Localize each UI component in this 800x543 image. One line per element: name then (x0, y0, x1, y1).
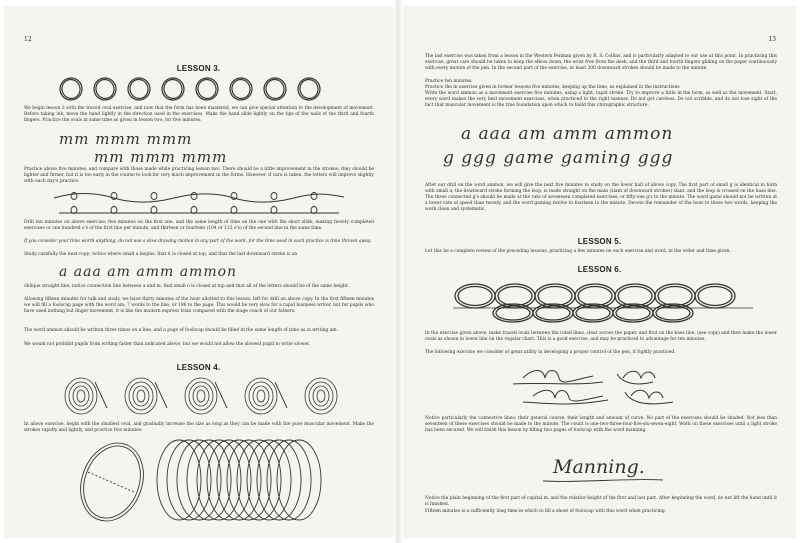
page-number: 13 (768, 36, 776, 43)
lesson-5-heading: LESSON 5. (577, 237, 622, 246)
lesson-4-paragraph-1: In above exercise, begin with the smallest oval, and gradually increase the size as long as they can be made with the pure muscular movement. Make the strokes rapidly and lightly, and practice five minutes. (24, 422, 374, 433)
lesson-3-paragraph-8: The word ammon should be written three times on a line, and a page of foolscap should be filled in the same length of time as in writing am. (24, 328, 338, 333)
lesson-4-heading: LESSON 4. (176, 363, 221, 372)
lesson-3-paragraph-5: Study carefully the next copy; notice where small a begins, that it is closed at top, and that the last downward stroke is an (24, 252, 298, 257)
script-gaming-line: g ggg game gaming ggg (443, 148, 674, 168)
left-page (4, 6, 393, 538)
right-page (403, 6, 796, 538)
paragraph-5: After our drill on the word ammon, we will give the next five minutes to study on the lower half of above copy. The first part of small g is identical in form with small a; the downward stroke forming the loop, is made straight on the main (slant of downward strokes) slant, and the loop is crossed on the base line. The three connected g's should be made at the rate of seventeen completed exercises, or fifty-one g's to the minute. The word game should not be written at a lower rate of speed than twenty, and the word gaming twelve to fourteen to the minute. Devote the remainder of the hour to these two words, keeping the work clean and systematic. (425, 183, 777, 212)
lesson-3-paragraph-2: Practice above five minutes, and compare with those made while practicing lesson two. There should be a little improvement in the strokes; they should be lighter and firmer, but it is too early in the course to look for very much improvement in the forms. However, if care is taken, the letters will improve slightly with each day's practice. (24, 167, 374, 184)
paragraph-2: Practice ten minutes. (425, 79, 473, 84)
book-gutter (393, 0, 403, 543)
lesson-6-paragraph-1: In the exercise given above, make traced ovals between the ruled lines, clear across the paper, and first on the base line, (see copy) and then make the lower ovals as shown in lower line on the regular chart. This is a good exercise, and may be practiced to advantage for ten minutes. (425, 331, 777, 342)
lesson-3-heading: LESSON 3. (176, 64, 221, 73)
manning-underline (543, 476, 663, 484)
traced-ovals-ruled-exercise (453, 278, 753, 326)
o-connector-exercise-1 (54, 189, 344, 203)
page-number: 12 (24, 36, 32, 43)
lesson-6-heading: LESSON 6. (577, 265, 622, 274)
script-m-line-2: mm mmm mmm (94, 148, 228, 166)
large-oval-drill (74, 436, 334, 524)
script-manning: Manning. (553, 456, 645, 478)
lesson-3-paragraph-7: Allowing fifteen minutes for talk and study, we have thirty minutes of the hour allotted to this lesson, left for drill on above copy. In the first fifteen minutes we will fill a foolscap page with the word am; 7 words to the line, or 196 to the page. This would be very slow for a rapid business writer, but for pupils who have used nothing but finger movement, it is like the modern express train compared with the stage coach of our fathers. (24, 297, 374, 314)
lesson-3-paragraph-9: We would not prohibit pupils from writing faster than indicated above, but we would not allow the slowest pupil to write slower. (24, 342, 310, 347)
lesson-6-paragraph-2: The following exercise we consider of great utility in developing a proper control of the pen, if rightly practiced. (425, 350, 676, 355)
traced-ovals-row (59, 76, 349, 102)
graduated-ovals-row (59, 376, 349, 416)
script-m-line-1: mm mmm mmm (59, 130, 193, 148)
script-ammon-line: a aaa am amm ammon (59, 264, 238, 280)
lesson-3-italic-note: If you consider your time worth anything, do not use a slow drawing motion in any part of the work, for the time used in such practice is time thrown away. (24, 239, 372, 244)
script-ammon-line: a aaa am amm ammon (461, 124, 674, 144)
capital-m-connective-exercise (513, 364, 693, 410)
lesson-3-paragraph-1: We begin lesson 3 with the traced oval exercise, and now that the form has been mastered, we can give special attention to the development of movement. Before taking ink, move the hand lightly in the direction used in the exercises. Make the hand slide lightly on the tips of the nails of the third and fourth fingers. Practice the ovals in same time as given in lesson two, for five minutes. (24, 106, 374, 123)
lesson-6-paragraph-3: Notice particularly the connective lines; their general course, their length and amount of curve. No part of the exercises should be shaded. Not less than seventeen of these exercises should be made to the minute. The count is one-two-three-four-five-six-seven-eight. Work on these exercises until a light stroke has been secured. We will finish this lesson by filling two pages of foolscap with the word manning. (425, 416, 777, 433)
o-connector-exercise-2 (59, 204, 339, 218)
paragraph-3: Practice the m exercise given in former lessons five minutes, keeping up the time, as explained in the instructions (425, 85, 680, 90)
lesson-6-paragraph-4: Notice the plain beginning of the first part of capital m, and the relative height of the first and last part. After beginning the word, do not lift the hand until it is finished. (425, 496, 777, 507)
lesson-3-paragraph-3: Drill ten minutes on above exercise; five minutes on the first one, and the same length of time on the one with the short slide; making twenty completed exercises or one hundred o's of the first line per minute, and thirteen or fourteen (104 or 112 o's) of the second line in the same time. (24, 220, 374, 231)
paragraph-1: The last exercise was taken from a lesson in the Western Penman given by R. S. Collins, and is particularly adapted to our use at this point. In practicing this exercise, great care should be taken to keep the elbow down, the wrist free from the desk, and the third and fourth fingers gliding on the paper continuously with every motion of the pen. In the second part of the exercise, at least 200 downward strokes should be made to the minute. (425, 54, 777, 71)
lesson-6-paragraph-5: Fifteen minutes is a sufficiently long time in which to fill a sheet of foolscap with this word when practicing. (425, 509, 667, 514)
lesson-5-paragraph: Let this be a complete review of the preceding lessons, practicing a few minutes on each exercise and word, in the order and time given. (425, 249, 731, 254)
paragraph-4: Write the word ammon as a movement exercise five minutes, using a light, rapid stroke. Try to improve a little in the form, as well as the movement. Start, every word makes the very best movement exercises, when practiced in the right manner. Do not get careless. Do not scribble, and do not lose sight of the fact that muscular movement is the true foundation upon which to build this chirographic structure. (425, 91, 777, 108)
lesson-3-paragraph-6: oblique straight line; notice connection line between a and m, that small o is closed at top and that all of the letters should be of the same height. (24, 284, 349, 289)
